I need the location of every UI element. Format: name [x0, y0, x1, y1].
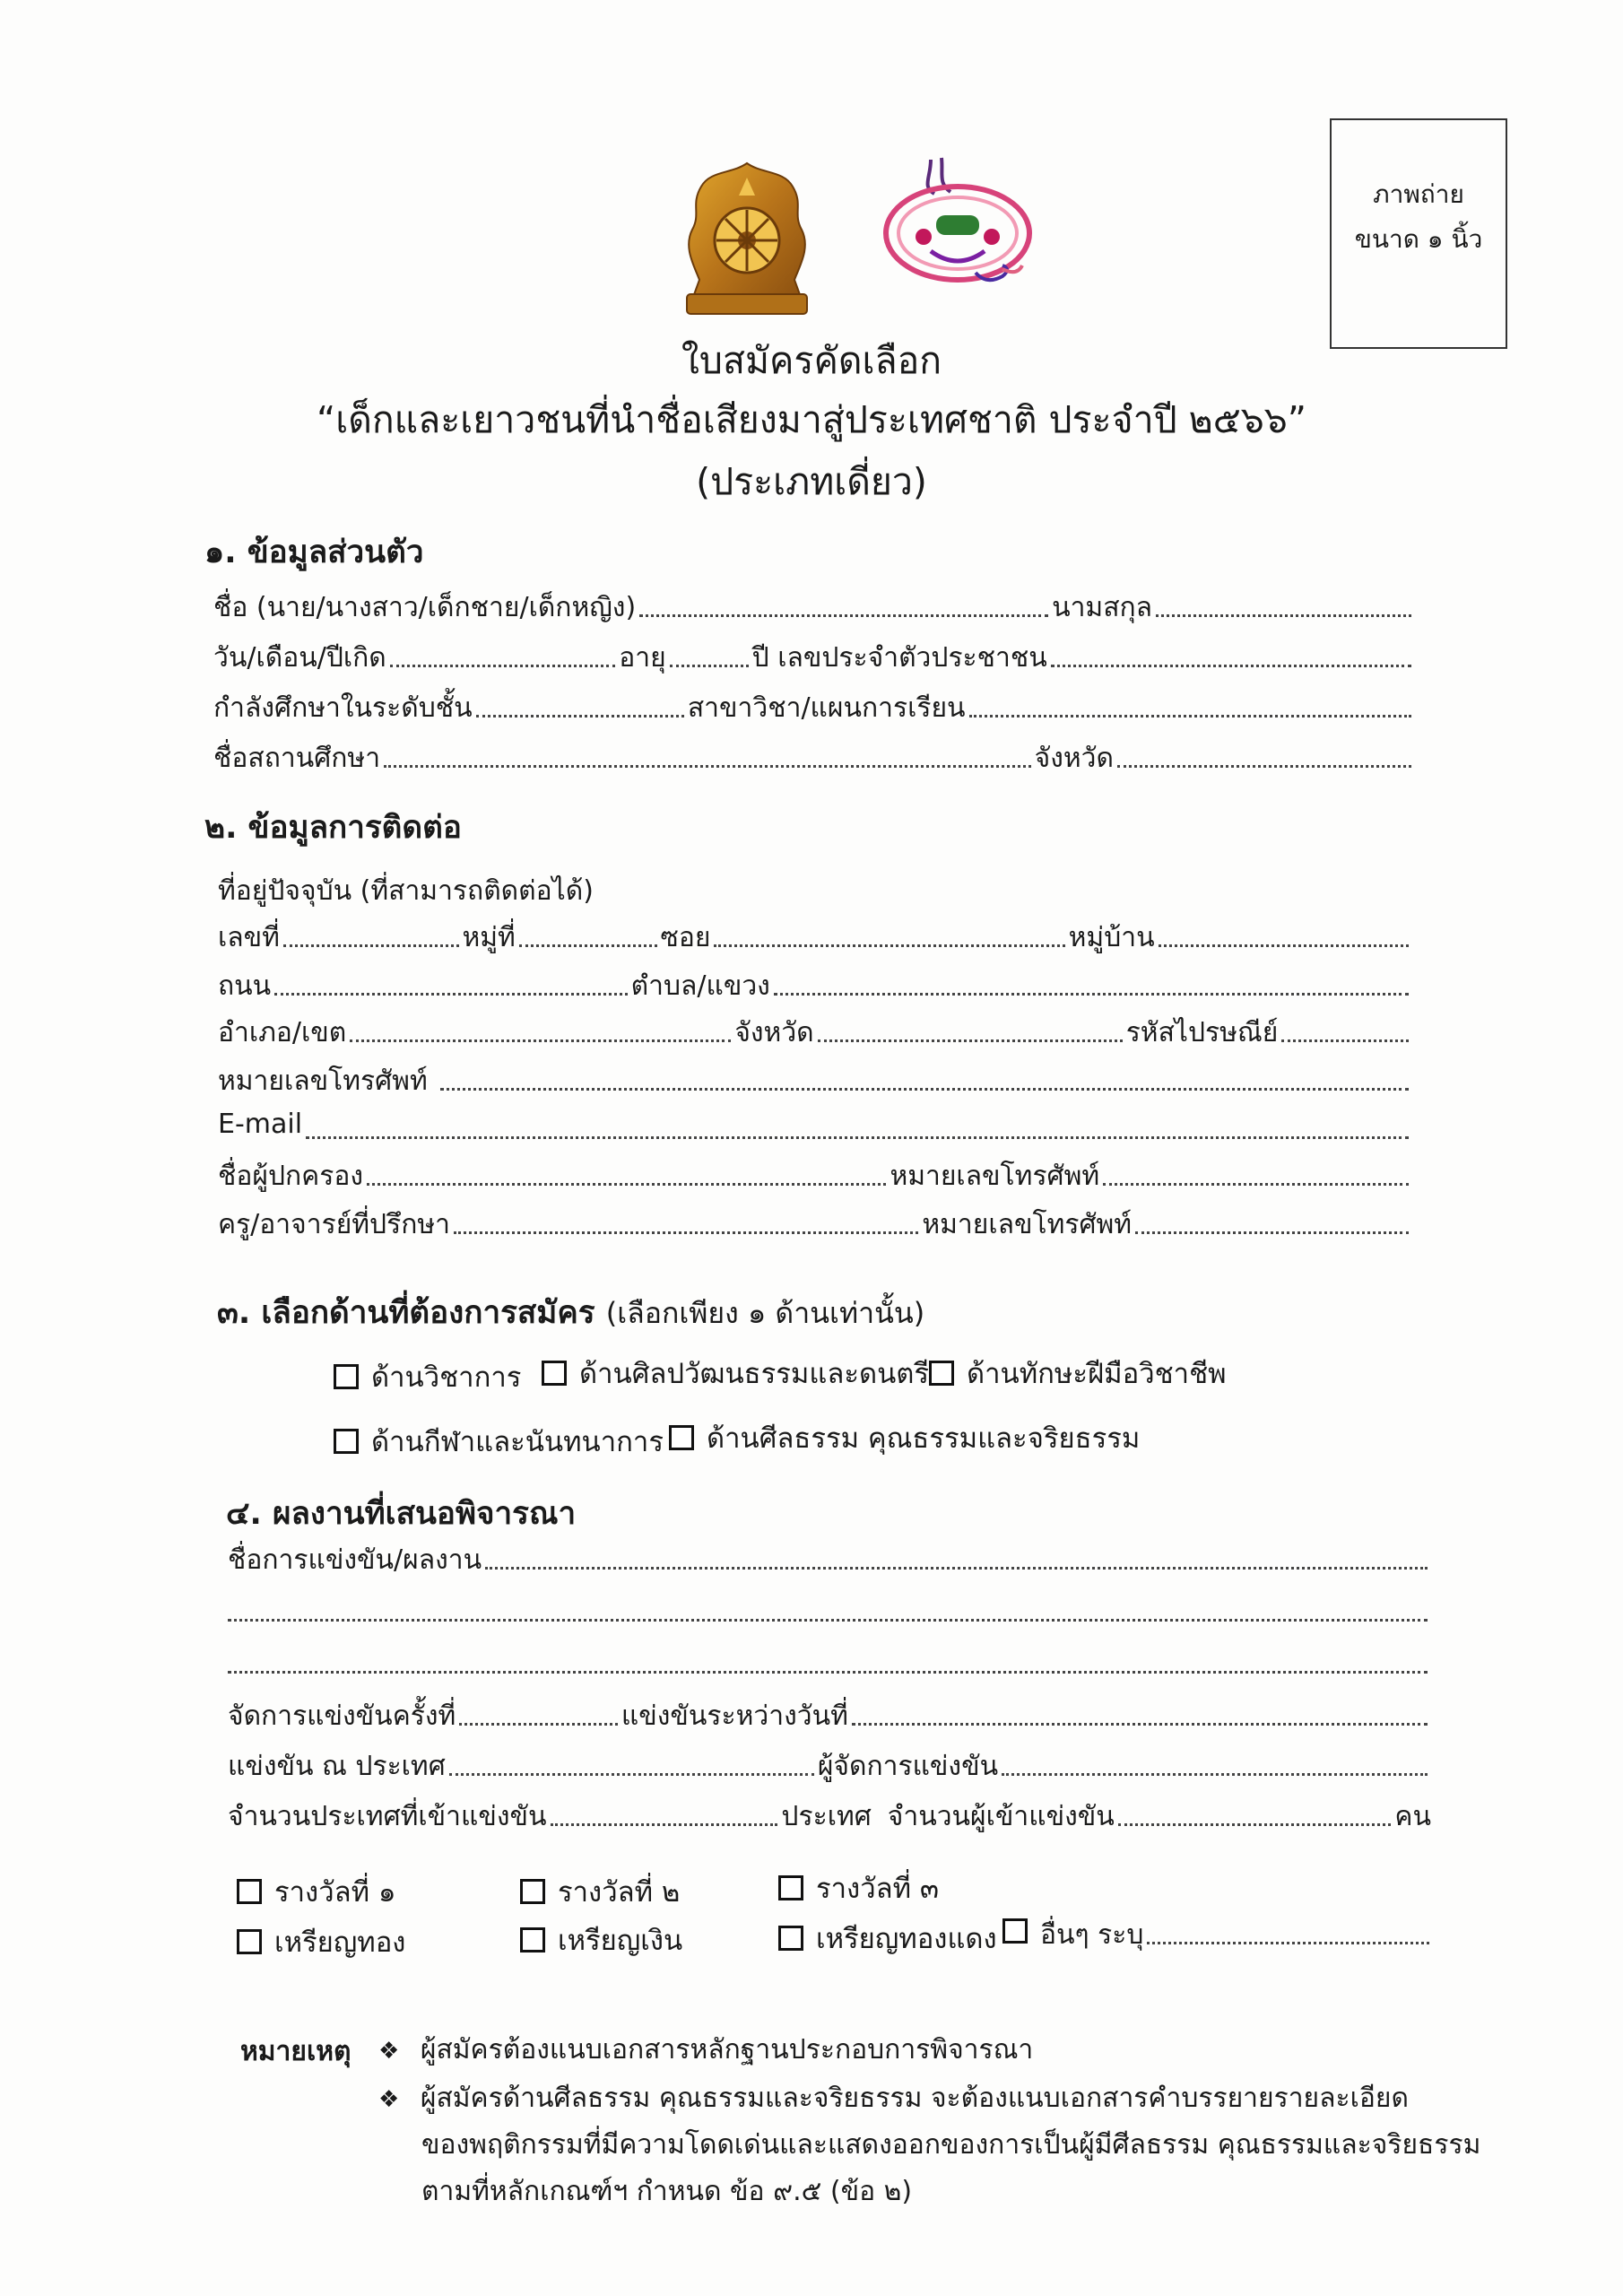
label-num-countries: จำนวนประเทศที่เข้าแข่งขัน — [228, 1801, 547, 1832]
label-countries-unit: ประเทศ — [781, 1801, 872, 1832]
label-province2: จังหวัด — [734, 1017, 814, 1048]
award-3rd-label: รางวัลที่ ๓ — [816, 1873, 940, 1905]
row-email — [218, 1109, 1412, 1148]
checkbox-gold[interactable] — [237, 1929, 262, 1954]
input-country[interactable] — [449, 1773, 814, 1776]
input-level[interactable] — [476, 715, 684, 718]
row-school — [213, 737, 1415, 777]
diamond-bullet-icon: ❖ — [378, 2086, 400, 2113]
input-guardian[interactable] — [367, 1183, 886, 1186]
option-arts[interactable] — [542, 1351, 929, 1396]
checkbox-silver[interactable] — [520, 1927, 545, 1952]
label-num-participants: จำนวนผู้เข้าแข่งขัน — [887, 1801, 1115, 1832]
option-morality-label: ด้านศีลธรรม คุณธรรมและจริยธรรม — [707, 1422, 1141, 1455]
section3-title: ๓. เลือกด้านที่ต้องการสมัคร — [217, 1295, 595, 1331]
label-advisor: ครู/อาจารย์ที่ปรึกษา — [218, 1209, 450, 1240]
input-advisor-phone[interactable] — [1135, 1231, 1409, 1234]
label-name: ชื่อ (นาย/นางสาว/เด็กชาย/เด็กหญิง) — [213, 592, 637, 623]
label-people-unit: คน — [1394, 1801, 1431, 1832]
label-edition: จัดการแข่งขันครั้งที่ — [228, 1700, 456, 1732]
input-soi[interactable] — [714, 944, 1064, 947]
section1-heading: ๑. ข้อมูลส่วนตัว — [204, 535, 424, 570]
award-bronze-label: เหรียญทองแดง — [816, 1923, 997, 1955]
label-advisor-phone: หมายเลขโทรศัพท์ — [922, 1209, 1133, 1240]
checkbox-morality[interactable] — [669, 1425, 694, 1450]
award-silver-label: เหรียญเงิน — [558, 1925, 683, 1957]
award-gold[interactable] — [237, 1919, 405, 1964]
row-house — [218, 917, 1412, 956]
row-address-heading — [218, 870, 1419, 909]
checkbox-bronze[interactable] — [778, 1926, 803, 1951]
form-title: ใบสมัครคัดเลือก — [681, 339, 942, 382]
input-dob[interactable] — [390, 665, 615, 667]
label-age: อายุ — [619, 642, 666, 674]
award-bronze[interactable] — [778, 1916, 997, 1961]
input-guardian-phone[interactable] — [1103, 1183, 1409, 1186]
award-2nd-label: รางวัลที่ ๒ — [558, 1876, 681, 1909]
remark-item-1-text: ผู้สมัครต้องแนบเอกสารหลักฐานประกอบการพิจารณา — [420, 2034, 1034, 2066]
label-moo: หมู่ที่ — [462, 922, 516, 953]
award-1st[interactable] — [237, 1869, 396, 1914]
row-dob — [213, 637, 1415, 676]
award-silver[interactable] — [520, 1918, 682, 1962]
form-subtitle: “เด็กและเยาวชนที่นำชื่อเสียงมาสู่ประเทศชาติ ประจำปี ๒๕๖๖” — [316, 398, 1307, 441]
input-advisor[interactable] — [454, 1231, 918, 1234]
option-morality[interactable] — [669, 1415, 1140, 1460]
award-3rd[interactable] — [778, 1866, 939, 1910]
input-email[interactable] — [306, 1136, 1409, 1139]
award-1st-label: รางวัลที่ ๑ — [274, 1876, 396, 1909]
photo-box-label: ภาพถ่าย — [1373, 179, 1464, 209]
section3-note: (เลือกเพียง ๑ ด้านเท่านั้น) — [605, 1296, 925, 1330]
option-academic-label: ด้านวิชาการ — [371, 1361, 522, 1394]
input-dates[interactable] — [852, 1723, 1428, 1726]
label-village: หมู่บ้าน — [1068, 922, 1155, 953]
input-surname[interactable] — [1156, 614, 1411, 617]
input-moo[interactable] — [519, 944, 657, 947]
checkbox-award-2nd[interactable] — [520, 1879, 545, 1904]
label-postcode: รหัสไปรษณีย์ — [1125, 1017, 1279, 1048]
label-phone: หมายเลขโทรศัพท์ — [218, 1065, 428, 1097]
input-subdistrict[interactable] — [774, 993, 1409, 996]
checkbox-academic[interactable] — [334, 1364, 359, 1389]
remarks-label: หมายเหตุ — [240, 2036, 352, 2067]
row-competition-3 — [228, 1643, 1431, 1683]
row-competition-2 — [228, 1591, 1431, 1631]
label-road: ถนน — [218, 970, 272, 1002]
input-major[interactable] — [969, 715, 1411, 718]
input-village[interactable] — [1159, 944, 1409, 947]
label-school: ชื่อสถานศึกษา — [213, 743, 381, 774]
label-email: E-mail — [218, 1109, 303, 1140]
option-vocational[interactable] — [929, 1351, 1227, 1396]
label-organizer: ผู้จัดการแข่งขัน — [817, 1751, 999, 1782]
option-academic[interactable] — [334, 1354, 521, 1399]
input-age[interactable] — [670, 665, 749, 667]
remark-item-2-line1: ผู้สมัครด้านศีลธรรม คุณธรรมและจริยธรรม จะต้องแนบเอกสารคำบรรยายรายละเอียด — [420, 2083, 1409, 2114]
checkbox-vocational[interactable] — [929, 1361, 954, 1386]
remark-item-2-line2: ของพฤติกรรมที่มีความโดดเด่นและแสดงออกของการเป็นผู้มีศีลธรรม คุณธรรมและจริยธรรม — [421, 2129, 1481, 2161]
photo-box-size: ขนาด ๑ นิ้ว — [1354, 224, 1483, 254]
form-type: (ประเภทเดี่ยว) — [696, 460, 927, 503]
label-id: ปี เลขประจำตัวประชาชน — [751, 642, 1047, 674]
input-school[interactable] — [384, 765, 1031, 768]
input-num-countries[interactable] — [551, 1823, 778, 1826]
input-competition-line3[interactable] — [228, 1671, 1428, 1674]
row-competition — [228, 1539, 1431, 1578]
award-2nd[interactable] — [520, 1869, 680, 1914]
row-road — [218, 965, 1412, 1004]
input-house-no[interactable] — [283, 944, 459, 947]
section2-heading: ๒. ข้อมูลการติดต่อ — [204, 810, 462, 846]
input-province2[interactable] — [818, 1039, 1123, 1042]
input-competition[interactable] — [485, 1567, 1428, 1570]
remark-item-1 — [378, 2029, 1033, 2071]
option-sports-label: ด้านกีฬาและนันทนาการ — [371, 1426, 664, 1458]
childrens-day-logo-icon — [868, 151, 1047, 296]
label-soi: ซอย — [660, 922, 711, 953]
label-major: สาขาวิชา/แผนการเรียน — [687, 692, 966, 724]
option-sports[interactable] — [334, 1419, 664, 1464]
section4-heading: ๔. ผลงานที่เสนอพิจารณา — [226, 1496, 577, 1532]
award-other-label: อื่นๆ ระบุ — [1040, 1919, 1144, 1951]
checkbox-award-1st[interactable] — [237, 1879, 262, 1904]
row-name — [213, 587, 1415, 626]
option-vocational-label: ด้านทักษะฝีมือวิชาชีพ — [967, 1358, 1227, 1390]
checkbox-other[interactable] — [1002, 1918, 1028, 1944]
input-road[interactable] — [274, 993, 627, 996]
row-advisor — [218, 1204, 1412, 1243]
row-participants — [228, 1796, 1431, 1835]
checkbox-sports[interactable] — [334, 1429, 359, 1454]
award-gold-label: เหรียญทอง — [274, 1926, 406, 1959]
remark-item-2 — [378, 2077, 1409, 2119]
row-education — [213, 687, 1415, 726]
label-district: อำเภอ/เขต — [218, 1017, 347, 1048]
option-arts-label: ด้านศิลปวัฒนธรรมและดนตรี — [579, 1358, 930, 1390]
row-country — [228, 1745, 1431, 1785]
photo-placeholder-box[interactable] — [1330, 118, 1507, 349]
label-dates: แข่งขันระหว่างวันที่ — [621, 1700, 848, 1732]
label-province: จังหวัด — [1034, 743, 1114, 774]
remark-item-2-line3: ตามที่หลักเกณฑ์ฯ กำหนด ข้อ ๙.๕ (ข้อ ๒) — [421, 2176, 913, 2207]
label-dob: วัน/เดือน/ปีเกิด — [213, 642, 386, 674]
label-guardian-phone: หมายเลขโทรศัพท์ — [890, 1161, 1100, 1192]
section3-heading — [217, 1288, 924, 1337]
label-level: กำลังศึกษาในระดับชั้น — [213, 692, 473, 724]
input-phone[interactable] — [440, 1088, 1409, 1091]
input-competition-line2[interactable] — [228, 1619, 1428, 1622]
input-award-other[interactable] — [1147, 1942, 1429, 1944]
diamond-bullet-icon: ❖ — [378, 2038, 400, 2065]
checkbox-award-3rd[interactable] — [778, 1875, 803, 1900]
ministry-emblem-icon — [678, 160, 816, 319]
input-district[interactable] — [350, 1039, 731, 1042]
label-surname: นามสกุล — [1052, 592, 1153, 623]
award-other — [1002, 1914, 1433, 1953]
row-district — [218, 1012, 1412, 1051]
label-house-no: เลขที่ — [218, 922, 280, 953]
row-edition — [228, 1695, 1431, 1735]
row-phone — [218, 1060, 1412, 1100]
input-name[interactable] — [639, 614, 1048, 617]
input-num-participants[interactable] — [1118, 1823, 1392, 1826]
label-address: ที่อยู่ปัจจุบัน (ที่สามารถติดต่อได้) — [218, 875, 594, 907]
input-edition[interactable] — [459, 1723, 618, 1726]
input-organizer[interactable] — [1002, 1773, 1428, 1776]
row-guardian — [218, 1155, 1412, 1195]
label-competition: ชื่อการแข่งขัน/ผลงาน — [228, 1544, 482, 1576]
label-subdistrict: ตำบล/แขวง — [630, 970, 770, 1002]
label-guardian: ชื่อผู้ปกครอง — [218, 1161, 364, 1192]
checkbox-arts[interactable] — [542, 1361, 567, 1386]
label-country: แข่งขัน ณ ประเทศ — [228, 1751, 446, 1782]
input-province[interactable] — [1117, 765, 1411, 768]
input-id[interactable] — [1051, 665, 1411, 667]
input-postcode[interactable] — [1281, 1039, 1409, 1042]
